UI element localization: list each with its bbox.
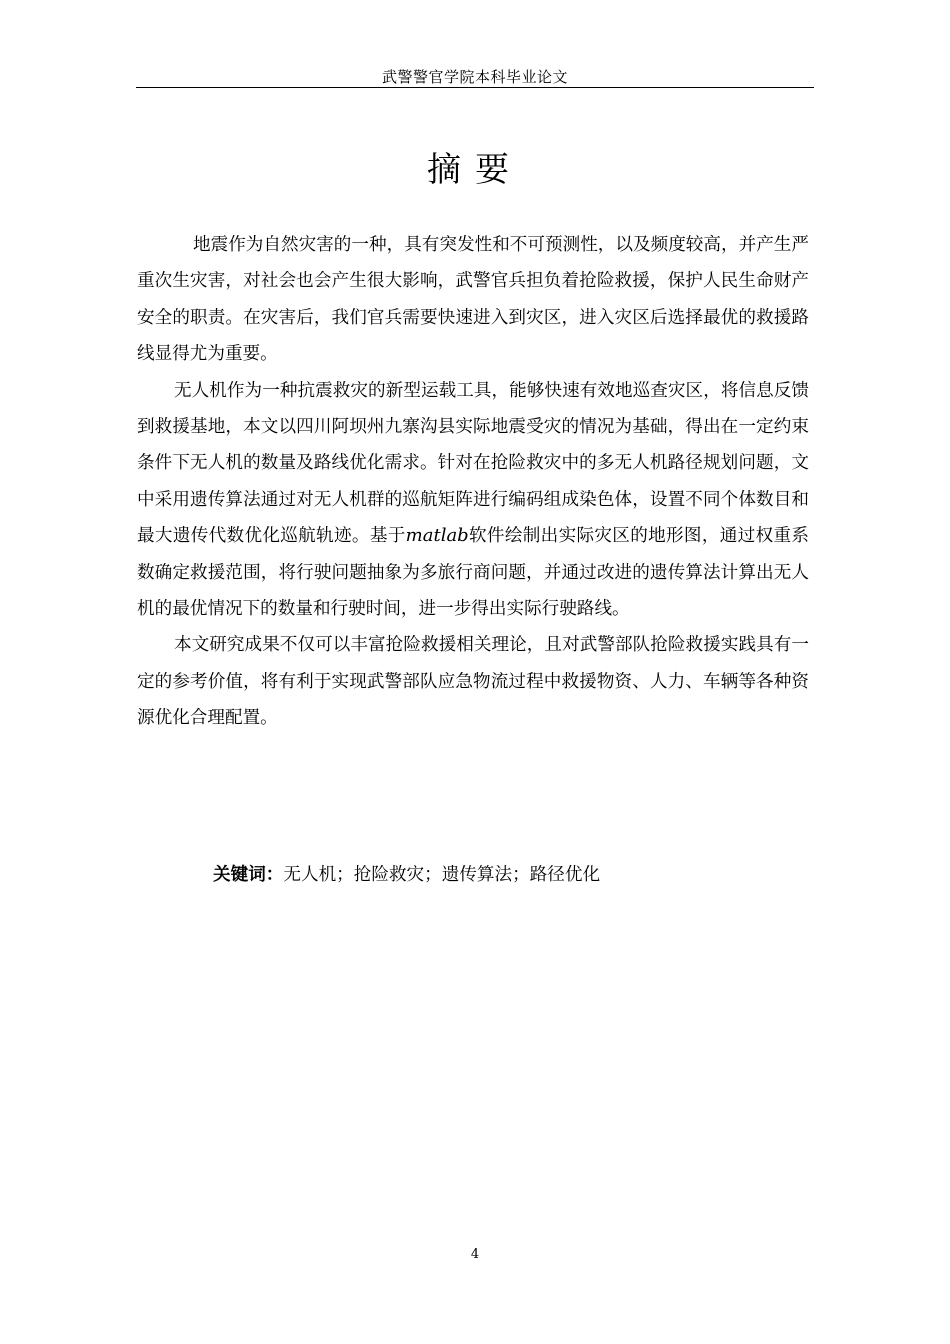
keywords-label: 关键词： <box>213 864 284 885</box>
abstract-paragraph-2-part-1: 无人机作为一种抗震救灾的新型运载工具，能够快速有效地巡查灾区，将信息反馈到救援基地，本文以四川阿坝州九寨沟县实际地震受灾的情况为基础，得出在一定约束条件下无人机的数量及路线优化需求。针对在抢险救灾中的多无人机路径规划问题，文中采用遗传算法通过对无人机群的巡航矩阵进行编码组成染色体，设置不同个体数目和最大遗传代数优化巡航轨迹。基于 <box>137 380 809 547</box>
keywords-line <box>213 857 600 893</box>
abstract-paragraph-1: 地震作为自然灾害的一种，具有突发性和不可预测性，以及频度较高，并产生严重次生灾害，对社会也会产生很大影响，武警官兵担负着抢险救援，保护人民生命财产安全的职责。在灾害后，我们官兵需要快速进入到灾区，进入灾区后选择最优的救援路线显得尤为重要。 <box>137 235 809 365</box>
abstract-paragraph-2-part-2: 软件绘制出实际灾区的地形图，通过权重系数确定救援范围，将行驶问题抽象为多旅行商问题，并通过改进的遗传算法计算出无人机的最优情况下的数量和行驶时间，进一步得出实际行驶路线。 <box>137 526 809 620</box>
abstract-title: 摘要 <box>427 150 523 190</box>
abstract-body <box>137 227 809 737</box>
header-rule <box>136 87 814 88</box>
software-name: matlab <box>405 525 469 547</box>
running-header: 武警警官学院本科毕业论文 <box>381 68 568 86</box>
abstract-paragraph-3: 本文研究成果不仅可以丰富抢险救援相关理论，且对武警部队抢险救援实践具有一定的参考价值，将有利于实现武警部队应急物流过程中救援物资、人力、车辆等各种资源优化合理配置。 <box>137 635 809 729</box>
abstract-paragraph-2 <box>137 373 809 628</box>
page-number: 4 <box>470 1247 480 1262</box>
keywords-value: 无人机；抢险救灾；遗传算法；路径优化 <box>283 865 601 885</box>
